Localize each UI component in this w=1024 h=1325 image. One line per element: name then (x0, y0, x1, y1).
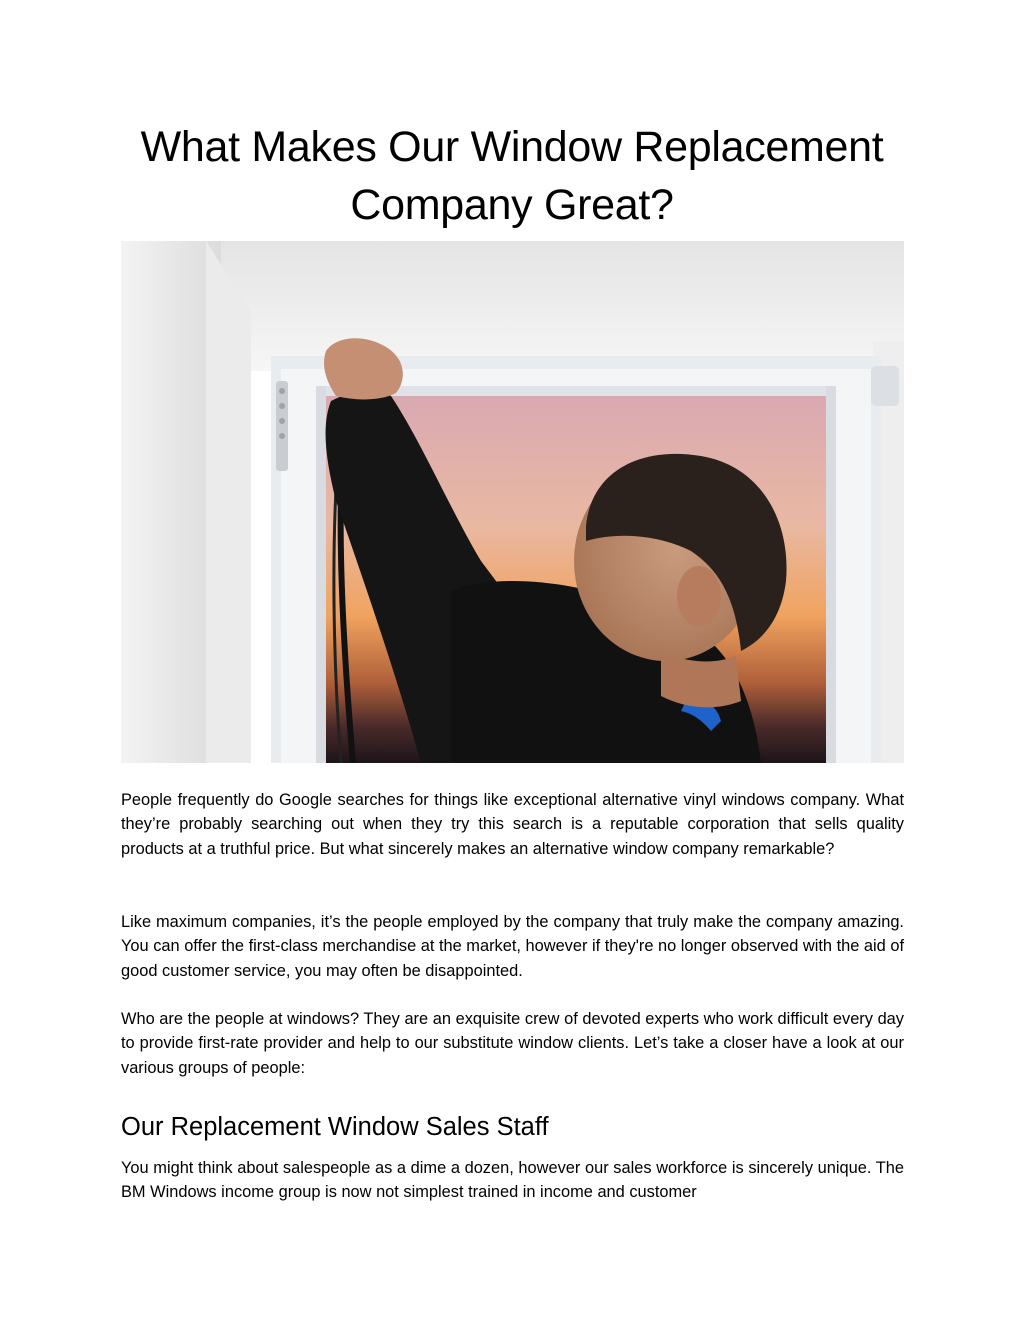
section-paragraph: You might think about salespeople as a dime a dozen, however our sales workforce is sincerely unique. The BM Windows income group is now not simplest trained in income and customer (121, 1159, 904, 1202)
paragraph-3: Who are the people at windows? They are an exquisite crew of devoted experts who work difficult every day to provide first-rate provider and help to our substitute window clients. Let’s take a closer have a look at our various groups of people: (121, 1010, 904, 1077)
section-heading: Our Replacement Window Sales Staff (121, 1113, 549, 1141)
page-title: What Makes Our Window Replacement Company Great? (140, 123, 884, 229)
paragraph-1: People frequently do Google searches for things like exceptional alternative vinyl windows company. What they’re probably searching out when they try this search is a reputable corporation that sells quality products at a truthful price. But what sincerely makes an alternative window company remarkable? (121, 791, 904, 858)
paragraph-2: Like maximum companies, it’s the people employed by the company that truly make the company amazing. You can offer the first-class merchandise at the market, however if they're no longer observed with the aid of good customer service, you may often be disappointed. (121, 913, 905, 980)
window-installer-photo (121, 241, 904, 763)
